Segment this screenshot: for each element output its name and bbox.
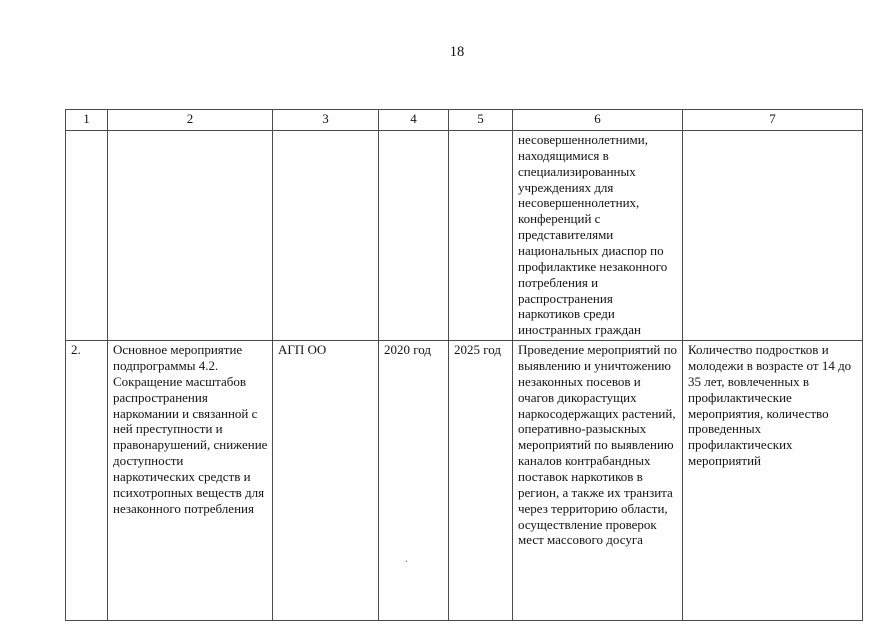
column-header-4: 4 — [379, 110, 449, 131]
cell-row-number: 2. — [66, 341, 108, 621]
page-number: 18 — [449, 44, 465, 60]
cell-expected-result: несовершеннолетними, находящимися в специализированных учреждениях для несовершеннолетних, конференций с представителями национальных диаспор по профилактике незаконного потребления и распространения наркотиков среди иностранных граждан — [513, 131, 683, 341]
column-header-2: 2 — [108, 110, 273, 131]
program-measures-table — [65, 109, 863, 621]
stray-ink-dot: . — [405, 551, 408, 566]
column-header-1: 1 — [66, 110, 108, 131]
start-year-value: 2020 год — [384, 342, 431, 358]
cell-executor — [273, 131, 379, 341]
cell-executor: АГП ОО — [273, 341, 379, 621]
cell-indicator: Количество подростков и молодежи в возрасте от 14 до 35 лет, вовлеченных в профилактические мероприятия, количество проведенных профилактических мероприятий — [683, 341, 863, 621]
column-header-3: 3 — [273, 110, 379, 131]
table-row-measure-2 — [66, 341, 863, 621]
cell-expected-result: Проведение мероприятий по выявлению и уничтожению незаконных посевов и очагов дикорастущих наркосодержащих растений, оперативно-разыскных мероприятий по выявлению каналов контрабандных поставок наркотиков в регион, а также их транзита через территорию области, осуществление проверок мест массового досуга — [513, 341, 683, 621]
cell-measure-name — [108, 131, 273, 341]
cell-end-year — [449, 131, 513, 341]
cell-start-year — [379, 341, 449, 621]
column-header-6: 6 — [513, 110, 683, 131]
table-row-continuation — [66, 131, 863, 341]
cell-start-year — [379, 131, 449, 341]
table-header-row — [66, 110, 863, 131]
cell-row-number — [66, 131, 108, 341]
cell-measure-name: Основное мероприятие подпрограммы 4.2. Сокращение масштабов распространения наркомании и связанной с ней преступности и правонарушений, снижение доступности наркотических средств и психотропных веществ для незаконного потребления — [108, 341, 273, 621]
column-header-5: 5 — [449, 110, 513, 131]
column-header-7: 7 — [683, 110, 863, 131]
cell-indicator — [683, 131, 863, 341]
cell-end-year: 2025 год — [449, 341, 513, 621]
